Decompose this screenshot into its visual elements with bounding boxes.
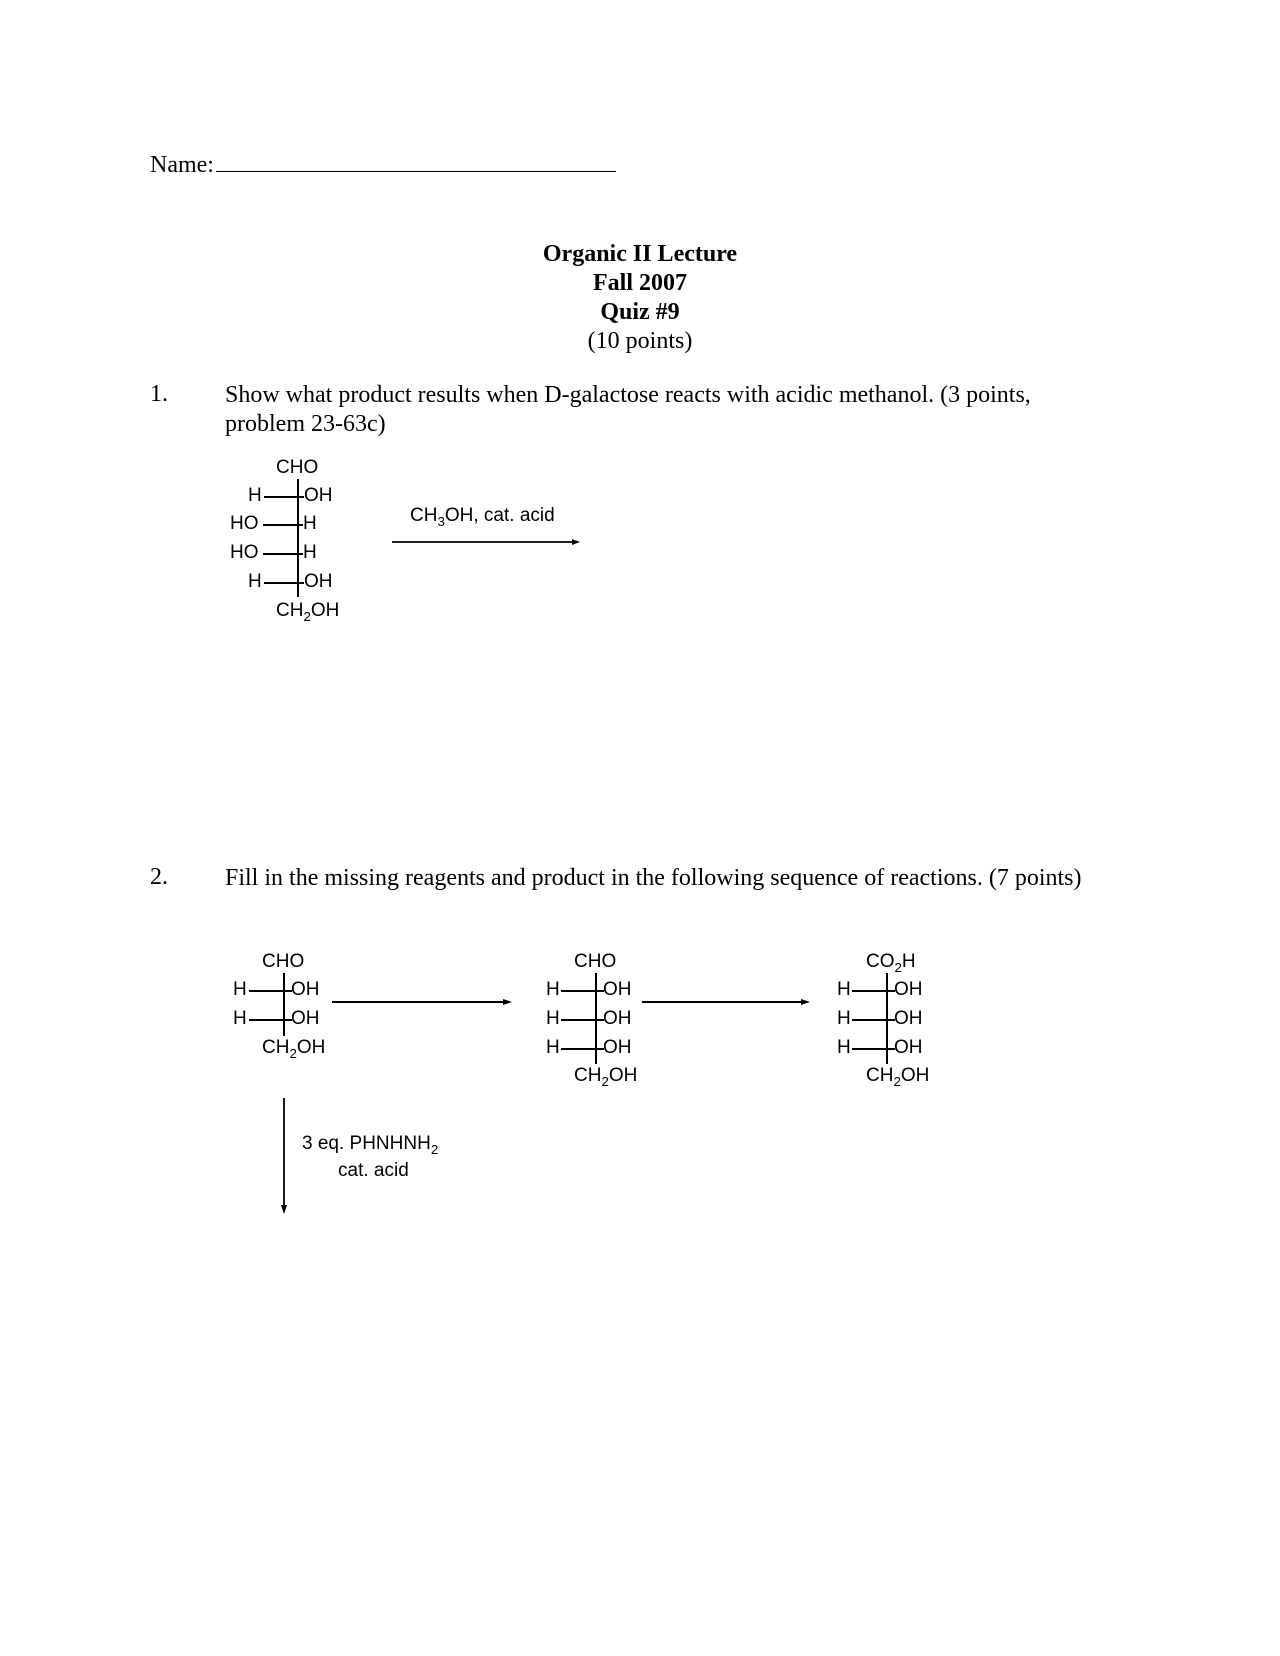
q2-mol2-row1-right: OH — [603, 979, 632, 1000]
name-label: Name: — [150, 152, 214, 178]
q2-arrow-2 — [640, 996, 820, 1008]
q2-mol1-top: CHO — [262, 951, 305, 972]
term: Fall 2007 — [593, 270, 687, 296]
q2-mol3-row1-bond — [852, 990, 895, 992]
q2-mol1-row2-bond — [249, 1019, 292, 1021]
q2-mol1-row1-left: H — [233, 979, 247, 1000]
q2-mol3-bottom: $CH_2OH$ — [866, 1065, 930, 1089]
q2-mol3-row3-left: H — [837, 1037, 851, 1058]
q1-row1-bond — [264, 496, 304, 498]
q2-mol1-row2-right: OH — [291, 1008, 320, 1029]
q2-mol2-row3-bond — [561, 1048, 604, 1050]
q2-number: 2. — [150, 864, 168, 890]
q1-reaction-arrow — [390, 536, 590, 548]
q2-mol3-row3-right: OH — [894, 1037, 923, 1058]
q2-mol1-row1-bond — [249, 990, 292, 992]
name-blank[interactable] — [216, 151, 616, 172]
q1-mol-top: CHO — [276, 457, 319, 478]
q1-reagent: $CH_3OH$, cat. acid — [410, 505, 555, 529]
q1-text-line2: problem 23-63c) — [225, 411, 386, 437]
q2-mol2-row2-left: H — [546, 1008, 560, 1029]
q1-text — [225, 381, 1031, 439]
q2-mol1-bottom: $CH_2OH$ — [262, 1037, 326, 1061]
q2-mol1-row1-right: OH — [291, 979, 320, 1000]
q2-mol2-row3-left: H — [546, 1037, 560, 1058]
q1-row1-left: H — [248, 485, 262, 506]
q2-reagent-line1: 3 eq. $PHNHNH_2$ — [302, 1133, 439, 1157]
q1-number: 1. — [150, 381, 168, 407]
q1-row3-bond — [263, 553, 303, 555]
q1-row1-right: OH — [304, 485, 333, 506]
q2-mol2-row1-left: H — [546, 979, 560, 1000]
total-points: (10 points) — [587, 328, 693, 354]
q1-text-line1: Show what product results when D-galactose reacts with acidic methanol. (3 points, — [225, 382, 1031, 408]
q1-row2-right: H — [303, 513, 317, 534]
course-title: Organic II Lecture — [542, 241, 738, 267]
name-field — [150, 151, 616, 179]
quiz-title: Quiz #9 — [600, 299, 680, 325]
q2-reagent-line2: cat. acid — [338, 1160, 409, 1181]
q1-row4-bond — [264, 582, 304, 584]
q2-mol2-row2-right: OH — [603, 1008, 632, 1029]
q2-mol3-row1-right: OH — [894, 979, 923, 1000]
quiz-header — [0, 240, 1280, 356]
q1-row3-left: HO — [230, 542, 259, 563]
q2-down-arrow — [278, 1096, 290, 1218]
q2-mol2-top: CHO — [574, 951, 617, 972]
q2-text: Fill in the missing reagents and product in the following sequence of reactions. (7 points) — [225, 865, 1082, 891]
q1-row4-left: H — [248, 571, 262, 592]
q2-arrow-1 — [330, 996, 520, 1008]
q2-mol2-row3-right: OH — [603, 1037, 632, 1058]
q2-mol3-row3-bond — [852, 1048, 895, 1050]
q2-mol2-row2-bond — [561, 1019, 604, 1021]
q2-mol3-top: $CO_2H$ — [866, 951, 916, 975]
q2-mol2-bottom: $CH_2OH$ — [574, 1065, 638, 1089]
q2-mol3-row2-right: OH — [894, 1008, 923, 1029]
q1-mol-bottom: $CH_2OH$ — [276, 600, 340, 624]
q2-mol3-row1-left: H — [837, 979, 851, 1000]
q2-mol3-row2-bond — [852, 1019, 895, 1021]
q2-mol2-row1-bond — [561, 990, 604, 992]
q2-mol3-row2-left: H — [837, 1008, 851, 1029]
q1-row2-bond — [263, 524, 303, 526]
q1-row2-left: HO — [230, 513, 259, 534]
q2-mol1-backbone — [283, 973, 285, 1036]
q1-row3-right: H — [303, 542, 317, 563]
q1-row4-right: OH — [304, 571, 333, 592]
q2-mol1-row2-left: H — [233, 1008, 247, 1029]
